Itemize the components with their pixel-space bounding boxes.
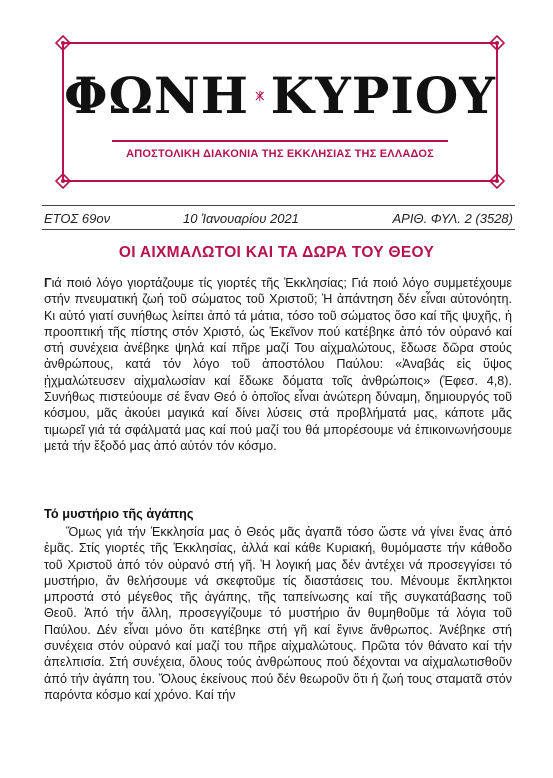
issue-meta	[44, 211, 513, 226]
article-paragraph-2: Ὅμως γιά τήν Ἐκκλησία μας ὁ Θεός μᾶς ἀγαπᾶ τόσο ὥστε νά γίνει ἕνας ἀπό ἐμᾶς. Στίς γιορτές τῆς Ἐκκλησίας, ἀλλά καί κάθε Κυριακή, θυμόμαστε τήν κάθοδο τοῦ Χριστοῦ ἀπό τόν οὐρανό στή γῆ. Ἡ λογική μας δέν ἀντέχει νά προσεγγίσει τό μυστήριο, ἄν θελήσουμε νά σκεφτοῦμε τίς διαστάσεις του. Μένουμε ἔκπληκτοι μπροστά στό μέγεθος τῆς ἀγάπης, τῆς ταπείνωσης καί τῆς συγκατάβασης τοῦ Θεοῦ. Ἀπό τήν ἄλλη, προσεγγίζουμε τό μυστήριο ἄν θυμηθοῦμε τά λόγια τοῦ Παύλου. Δέν εἶναι μόνο ὅτι κατέβηκε στή γῆ καί ἔγινε ἄνθρωπος. Ἀνέβηκε στή συνέχεια στόν οὐρανό καί μαζί του πῆρε αἰχμαλώτους. Πρῶτα τόν θάνατο καί τήν ἀπελπισία. Στή συνέχεια, ὅλους τούς ἀνθρώπους πού δέχονται να αἰχμαλωτισθοῦν ἀπό τήν ἀγάπη του. Ὅλους ἐκείνους πού δέν θεωροῦν ὅτι ἡ ζωή τους σταματᾶ στόν παρόντα κόσμο καί χρόνο. Καί τήν	[44, 525, 512, 702]
paragraph-initial: Γ	[44, 276, 52, 290]
corner-ornament-icon	[55, 173, 71, 189]
corner-ornament-icon	[489, 173, 505, 189]
masthead-title-right: ΚΥΡΙΟΥ	[270, 66, 496, 125]
section-heading: Τό μυστήριο τῆς ἀγάπης	[44, 506, 194, 521]
masthead-divider	[112, 140, 448, 142]
emblem-omega: Ω	[261, 97, 263, 99]
emblem-alpha: Α	[256, 97, 258, 99]
article-paragraph-1	[44, 275, 512, 454]
masthead	[62, 42, 498, 182]
issue-year: ΕΤΟΣ 69ον	[44, 211, 111, 226]
masthead-title	[64, 60, 496, 132]
corner-ornament-icon	[489, 35, 505, 51]
chi-rho-icon	[255, 60, 265, 132]
issue-date: 10 Ἰανουαρίου 2021	[183, 211, 299, 226]
masthead-subtitle: ΑΠΟΣΤΟΛΙΚΗ ΔΙΑΚΟΝΙΑ ΤΗΣ ΕΚΚΛΗΣΙΑΣ ΤΗΣ ΕΛΛΑΔΟΣ	[126, 148, 434, 160]
corner-ornament-icon	[55, 35, 71, 51]
meta-bottom-rule	[42, 229, 515, 230]
paragraph-1-text: ιά ποιό λόγο γιορτάζουμε τίς γιορτές τῆς Ἐκκλησίας; Γιά ποιό λόγο συμμετέχουμε στήν πνευματική ζωή τοῦ σώματος τοῦ Χριστοῦ; Ἡ ἀπάντηση δέν εἶναι αὐτονόητη. Κι αὐτό γιατί συνήθως λείπει ἀπό τά μάτια, τόσο τοῦ σώματος ὅσο καί τῆς ψυχῆς, ἡ προοπτική τῆς πίστης στόν Χριστό, ὡς Ἐκεῖνον πού κατέβηκε ἀπό τόν οὐρανό καί στή συνέχεια ἀνέβηκε ψηλά καί πῆρε μαζί Του αἰχμαλώτους, ἔδωσε δῶρα στούς ἀνθρώπους, κατά τόν λόγο τοῦ ἀποστόλου Παύλου: «Ἀναβάς εἰς ὕψος ᾐχμαλώτευσεν αἰχμαλωσίαν καί ἔδωκε δόματα τοῖς ἀνθρώποις» (Ἐφεσ. 4,8). Συνήθως πιστεύουμε σέ ἕναν Θεό ὁ ὁποῖος εἶναι ἀνώτερη δύναμη, δημιουργός τοῦ κόσμου, μᾶς ἀκούει μαγικά καί δίνει λύσεις στά προβλήματά μας, κάποτε μᾶς τιμωρεῖ γιά τά σφάλματά μας καί πού μαζί του θά μπορέσουμε νά ἐπικοινωνήσουμε μετά τήν ἔξοδό μας ἀπό αὐτόν τόν κόσμο.	[44, 276, 512, 453]
article-headline: ΟΙ ΑΙΧΜΑΛΩΤΟΙ ΚΑΙ ΤΑ ΔΩΡΑ ΤΟΥ ΘΕΟΥ	[118, 244, 435, 261]
issue-number: ΑΡΙΘ. ΦΥΛ. 2 (3528)	[392, 211, 513, 226]
meta-top-rule	[42, 205, 515, 206]
masthead-title-left: ΦΩΝΗ	[64, 66, 250, 125]
